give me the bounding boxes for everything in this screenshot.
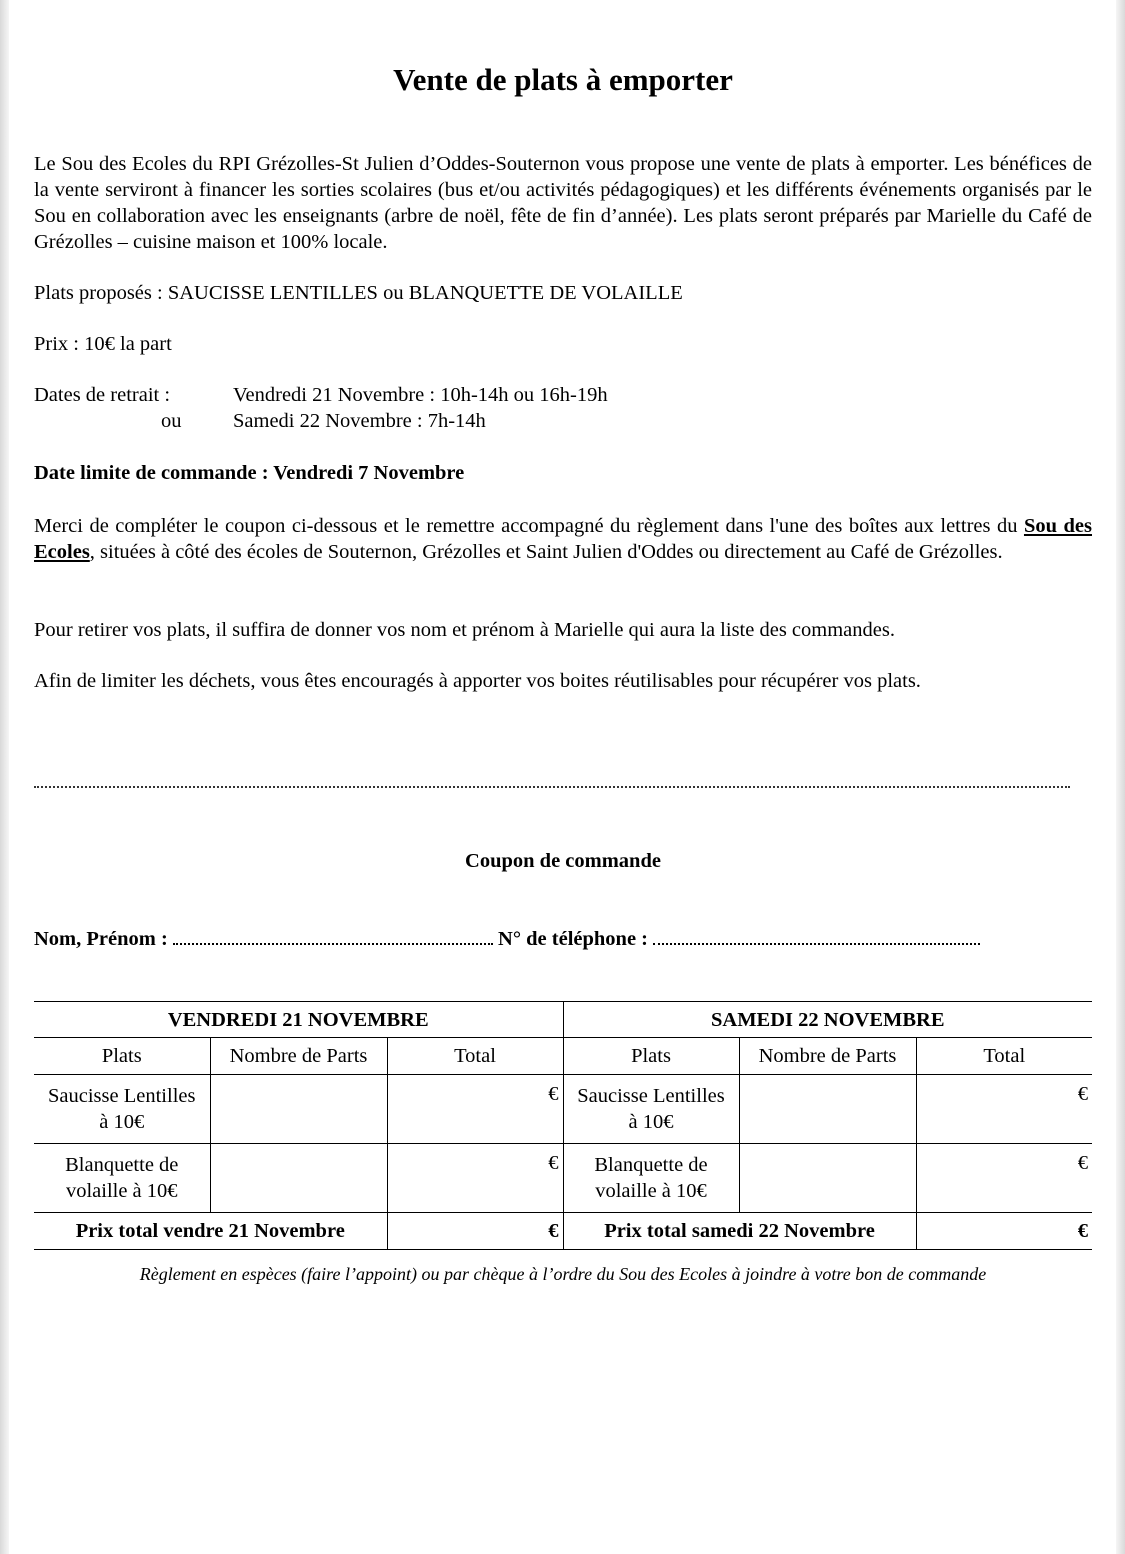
- grand-total-saturday[interactable]: €: [916, 1213, 1092, 1250]
- col-header-parts: Nombre de Parts: [210, 1038, 387, 1075]
- phone-field[interactable]: [653, 925, 980, 945]
- instructions-part-2: , situées à côté des écoles de Souternon, Grézolles et Saint Julien d'Oddes ou directement au Café de Grézolles.: [89, 541, 1003, 563]
- grand-total-friday[interactable]: €: [387, 1213, 563, 1250]
- page-title: Vente de plats à emporter: [393, 62, 733, 97]
- dishes-line: Plats proposés : SAUCISSE LENTILLES ou BLANQUETTE DE VOLAILLE: [34, 282, 683, 304]
- day-header-saturday: SAMEDI 22 NOVEMBRE: [563, 1002, 1092, 1038]
- item-blanquette-volaille: [563, 1144, 739, 1213]
- retrieval-paragraph: Pour retirer vos plats, il suffira de donner vos nom et prénom à Marielle qui aura la liste des commandes.: [34, 619, 895, 641]
- item-saucisse-lentilles: [34, 1075, 210, 1144]
- pickup-date-2: Samedi 22 Novembre : 7h-14h: [233, 410, 486, 432]
- table-row: [34, 1075, 1092, 1144]
- col-header-parts: Nombre de Parts: [739, 1038, 916, 1075]
- instructions-part-1: Merci de compléter le coupon ci-dessous et le remettre accompagné du règlement dans l'une des boîtes aux lettres du: [34, 515, 1024, 537]
- price-line: Prix : 10€ la part: [34, 333, 172, 355]
- item-price-line: volaille à 10€: [65, 1180, 178, 1202]
- instructions-paragraph: [34, 513, 1092, 565]
- contact-fields-row: [34, 925, 980, 952]
- table-header-row: [34, 1038, 1092, 1075]
- page-edge-left: [0, 0, 9, 1554]
- phone-label: N° de téléphone :: [498, 928, 649, 950]
- coupon-title: Coupon de commande: [465, 850, 661, 872]
- item-name-line: Saucisse Lentilles: [48, 1085, 196, 1107]
- col-header-plats: Plats: [563, 1038, 739, 1075]
- page-edge-right: [1116, 0, 1125, 1554]
- item-name-line: Blanquette de: [594, 1154, 708, 1176]
- col-header-plats: Plats: [34, 1038, 210, 1075]
- day-header-friday: VENDREDI 21 NOVEMBRE: [34, 1002, 563, 1038]
- item-blanquette-volaille: [34, 1144, 210, 1213]
- parts-input-cell[interactable]: [739, 1144, 916, 1213]
- parts-input-cell[interactable]: [739, 1075, 916, 1144]
- intro-paragraph: Le Sou des Ecoles du RPI Grézolles-St Julien d’Oddes-Souternon vous propose une vente de plats à emporter. Les bénéfices de la vente serviront à financer les sorties scolaires (bus et/ou activités pédagogiques) et les différents événements organisés par le Sou en collaboration avec les enseignants (arbre de noël, fête de fin d’année). Les plats seront préparés par Marielle du Café de Grézolles – cuisine maison et 100% locale.: [34, 153, 1092, 253]
- item-price-line: volaille à 10€: [595, 1180, 707, 1202]
- total-cell[interactable]: €: [916, 1075, 1092, 1144]
- order-deadline: Date limite de commande : Vendredi 7 Novembre: [34, 462, 465, 484]
- item-price-line: à 10€: [628, 1111, 674, 1133]
- name-field[interactable]: [173, 925, 493, 945]
- waste-paragraph: Afin de limiter les déchets, vous êtes encouragés à apporter vos boites réutilisables pour récupérer vos plats.: [34, 670, 921, 692]
- table-total-row: [34, 1213, 1092, 1250]
- item-price-line: à 10€: [99, 1111, 145, 1133]
- table-row: [34, 1144, 1092, 1213]
- item-saucisse-lentilles: [563, 1075, 739, 1144]
- item-name-line: Blanquette de: [65, 1154, 179, 1176]
- pickup-date-1: Vendredi 21 Novembre : 10h-14h ou 16h-19h: [233, 384, 608, 406]
- item-name-line: Saucisse Lentilles: [577, 1085, 725, 1107]
- total-label-saturday: Prix total samedi 22 Novembre: [563, 1213, 916, 1250]
- total-cell[interactable]: €: [387, 1144, 563, 1213]
- col-header-total: Total: [387, 1038, 563, 1075]
- total-cell[interactable]: €: [916, 1144, 1092, 1213]
- table-day-row: [34, 1002, 1092, 1038]
- sou-des-ecoles-link: Sou des Ecoles: [34, 515, 1092, 563]
- order-table: [34, 1001, 1092, 1250]
- total-cell[interactable]: €: [387, 1075, 563, 1144]
- col-header-total: Total: [916, 1038, 1092, 1075]
- name-label: Nom, Prénom :: [34, 928, 168, 950]
- pickup-label: Dates de retrait :: [34, 384, 171, 406]
- pickup-or: ou: [161, 410, 182, 432]
- payment-note: Règlement en espèces (faire l’appoint) ou par chèque à l’ordre du Sou des Ecoles à joindre à votre bon de commande: [139, 1264, 987, 1284]
- total-label-friday: Prix total vendre 21 Novembre: [34, 1213, 387, 1250]
- parts-input-cell[interactable]: [210, 1075, 387, 1144]
- cut-line-divider: [34, 786, 1070, 788]
- parts-input-cell[interactable]: [210, 1144, 387, 1213]
